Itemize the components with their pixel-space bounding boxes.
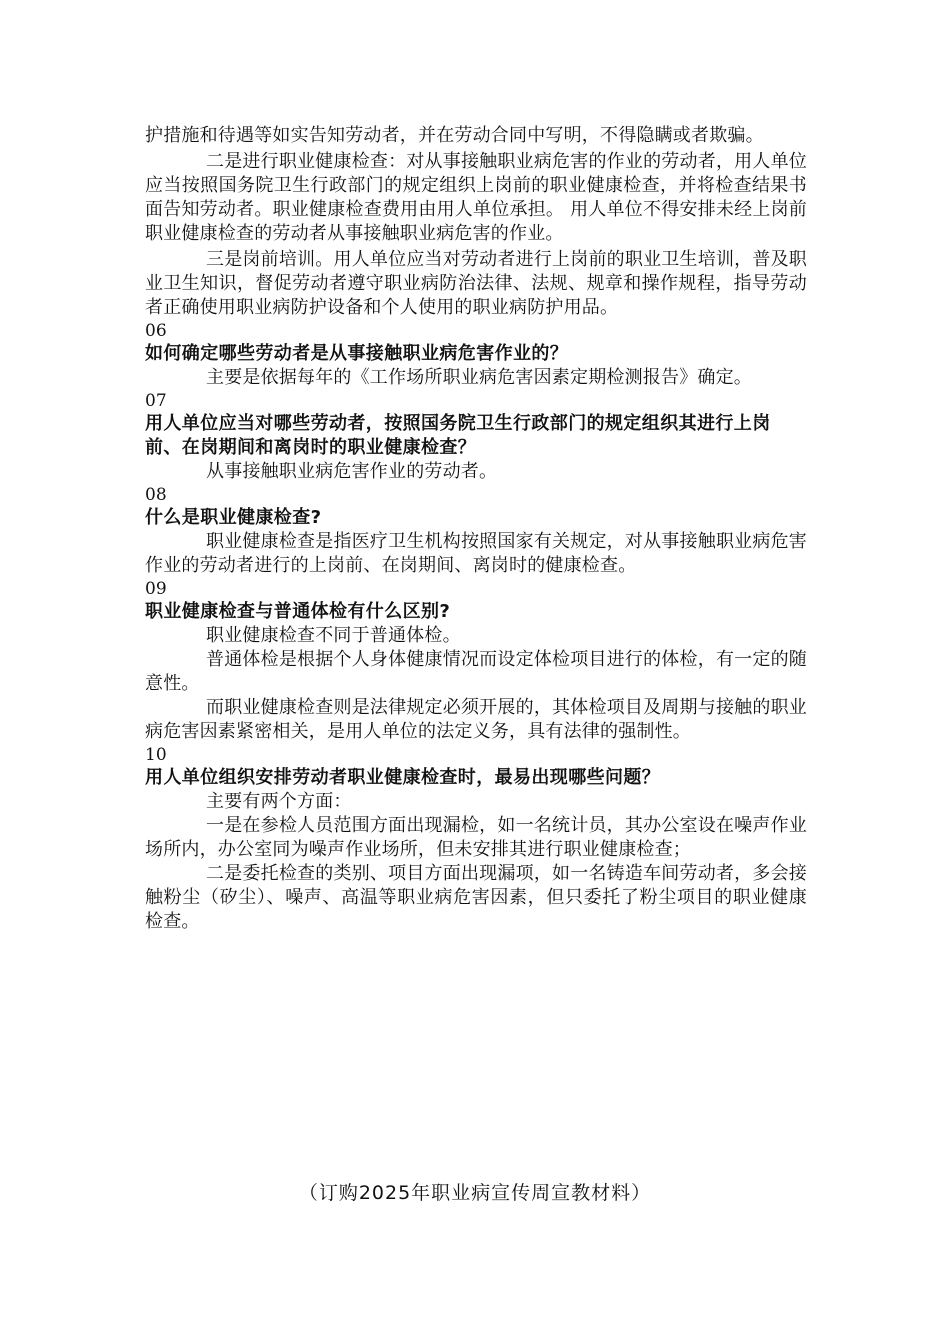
section-number: 08 [145,485,167,505]
section-number: 06 [145,321,167,341]
section-answer: 主要是依据每年的《工作场所职业病危害因素定期检测报告》确定。 [206,367,752,388]
section-number: 09 [145,579,167,599]
section-answer: 一是在参检人员范围方面出现漏检，如一名统计员，其办公室设在噪声作业场所内，办公室同为噪声作业场所，但未安排其进行职业健康检查； [145,815,807,860]
section-answer: 主要有两个方面： [206,791,352,812]
section-number: 10 [145,745,167,765]
paragraph-intro: 护措施和待遇等如实告知劳动者，并在劳动合同中写明，不得隐瞒或者欺骗。 [145,125,764,146]
section-answer: 从事接触职业病危害作业的劳动者。 [206,461,498,482]
section-answer: 普通体检是根据个人身体健康情况而设定体检项目进行的体检，有一定的随意性。 [145,649,807,694]
section-answer: 二是委托检查的类别、项目方面出现漏项，如一名铸造车间劳动者，多会接触粉尘（矽尘）、噪声、高温等职业病危害因素，但只委托了粉尘项目的职业健康检查。 [145,863,807,932]
paragraph-health-check: 二是进行职业健康检查：对从事接触职业病危害的作业的劳动者，用人单位应当按照国务院卫生行政部门的规定组织上岗前的职业健康检查，并将检查结果书面告知劳动者。职业健康检查费用由用人单位承担。 用人单位不得安排未经上岗前职业健康检查的劳动者从事接触职业病危害的作业。 [145,151,807,244]
section-question: 如何确定哪些劳动者是从事接触职业病危害作业的？ [145,343,569,364]
section-question: 用人单位组织安排劳动者职业健康检查时，最易出现哪些问题？ [145,767,661,788]
section-question: 职业健康检查与普通体检有什么区别? [145,601,451,622]
paragraph-training: 三是岗前培训。用人单位应当对劳动者进行上岗前的职业卫生培训，普及职业卫生知识，督促劳动者遵守职业病防治法律、法规、规章和操作规程，指导劳动者正确使用职业病防护设备和个人使用的职业病防护用品。 [145,249,807,318]
section-answer: 而职业健康检查则是法律规定必须开展的，其体检项目及周期与接触的职业病危害因素紧密相关，是用人单位的法定义务，具有法律的强制性。 [145,697,807,742]
section-question: 什么是职业健康检查? [145,507,322,528]
section-number: 07 [145,391,167,411]
document-body [145,124,807,934]
section-answer: 职业健康检查不同于普通体检。 [206,625,461,646]
footer-order-note: （订购2025年职业病宣传周宣教材料） [298,1182,652,1204]
section-answer: 职业健康检查是指医疗卫生机构按照国家有关规定，对从事接触职业病危害作业的劳动者进行的上岗前、在岗期间、离岗时的健康检查。 [145,531,807,576]
section-question: 用人单位应当对哪些劳动者，按照国务院卫生行政部门的规定组织其进行上岗前、在岗期间和离岗时的职业健康检查？ [145,413,771,458]
